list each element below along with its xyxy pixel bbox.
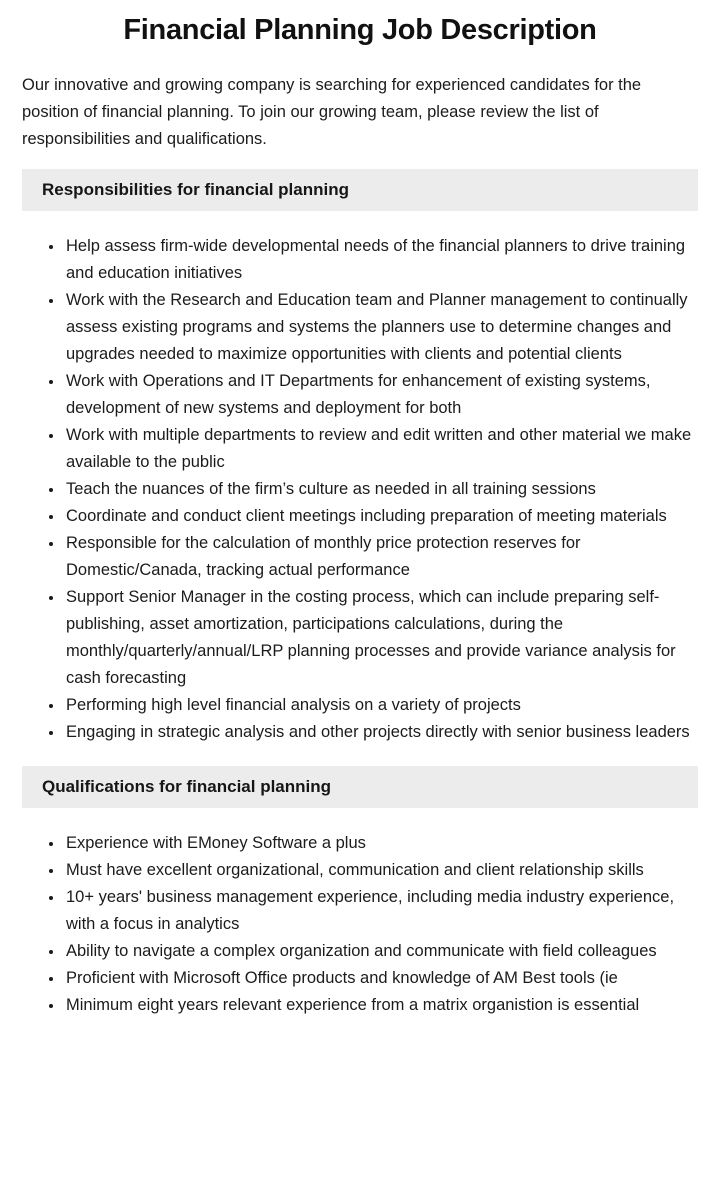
page-title: Financial Planning Job Description <box>123 14 597 46</box>
list-item: • Ability to navigate a complex organization and communicate with field colleagues <box>64 938 698 965</box>
list-item: • Experience with EMoney Software a plus <box>64 830 698 857</box>
list-item: • Must have excellent organizational, communication and client relationship skills <box>64 857 698 884</box>
list-item: • Support Senior Manager in the costing process, which can include preparing self-publishing, asset amortization, participations calculations, during the monthly/quarterly/annual/LRP planning processes and provide variance analysis for cash forecasting <box>64 584 698 692</box>
list-item: • Engaging in strategic analysis and other projects directly with senior business leaders <box>64 719 698 746</box>
list-item: • Work with the Research and Education team and Planner management to continually assess existing programs and systems the planners use to determine changes and upgrades needed to maximize opportunities with clients and potential clients <box>64 287 698 368</box>
list-item: • Help assess firm-wide developmental needs of the financial planners to drive training and education initiatives <box>64 233 698 287</box>
list-item: • Work with multiple departments to review and edit written and other material we make available to the public <box>64 422 698 476</box>
section-list <box>22 830 698 1019</box>
job-section <box>22 169 698 746</box>
section-list <box>22 233 698 746</box>
list-item: • 10+ years' business management experience, including media industry experience, with a focus in analytics <box>64 884 698 938</box>
list-item: • Teach the nuances of the firm’s culture as needed in all training sessions <box>64 476 698 503</box>
list-item: • Coordinate and conduct client meetings including preparation of meeting materials <box>64 503 698 530</box>
intro-paragraph: Our innovative and growing company is searching for experienced candidates for the position of financial planning. To join our growing team, please review the list of responsibilities and qualifications. <box>22 76 642 148</box>
section-heading: Responsibilities for financial planning <box>22 169 698 211</box>
section-heading: Qualifications for financial planning <box>22 766 698 808</box>
list-item: • Responsible for the calculation of monthly price protection reserves for Domestic/Canada, tracking actual performance <box>64 530 698 584</box>
list-item: • Minimum eight years relevant experience from a matrix organistion is essential <box>64 992 698 1019</box>
sections <box>22 169 698 1019</box>
list-item: • Work with Operations and IT Departments for enhancement of existing systems, development of new systems and deployment for both <box>64 368 698 422</box>
list-item: • Proficient with Microsoft Office products and knowledge of AM Best tools (ie <box>64 965 698 992</box>
job-section <box>22 766 698 1019</box>
list-item: • Performing high level financial analysis on a variety of projects <box>64 692 698 719</box>
